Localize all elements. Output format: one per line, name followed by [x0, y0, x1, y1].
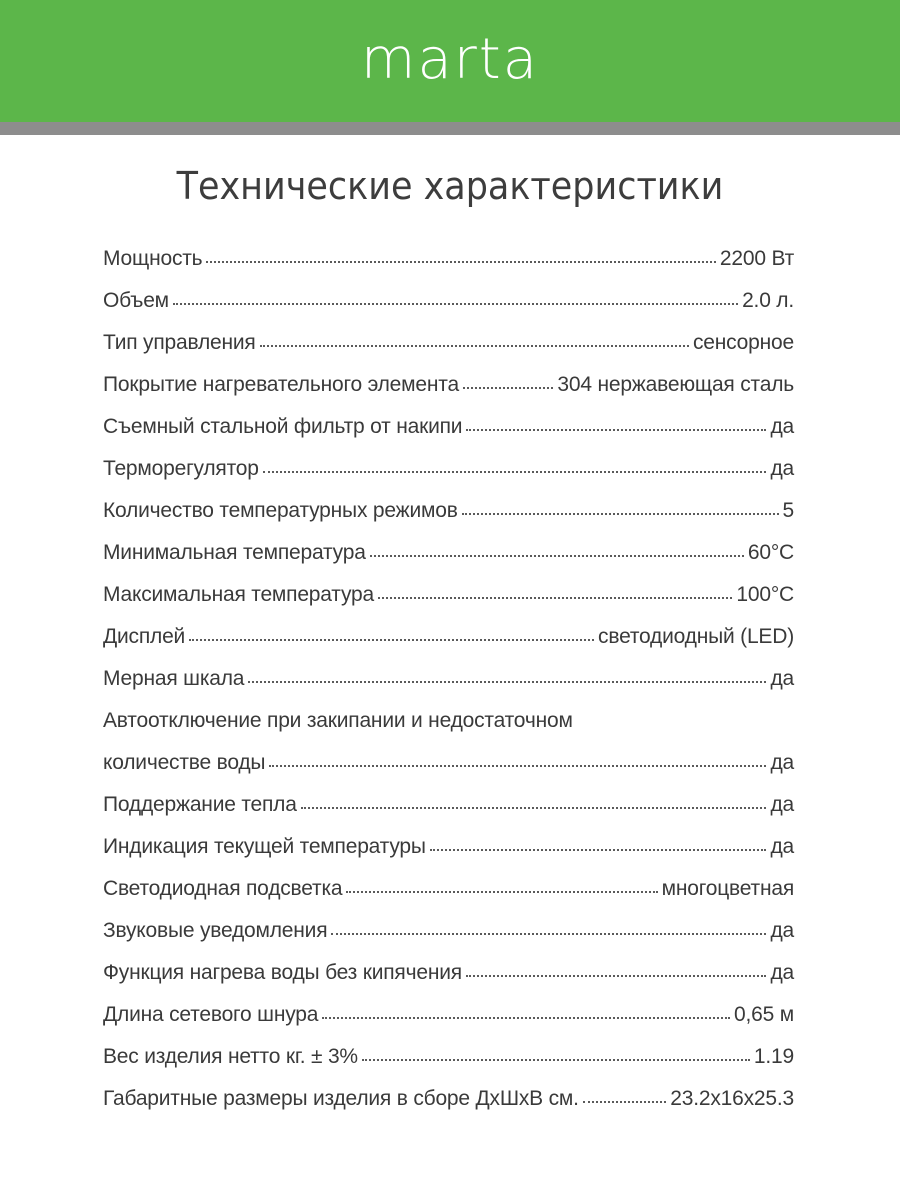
spec-label: Объем [103, 289, 169, 312]
spec-label: Максимальная температура [103, 583, 374, 606]
spec-value: 304 нержавеющая сталь [557, 373, 794, 396]
spec-label: Мощность [103, 247, 203, 270]
spec-row-display [103, 625, 794, 667]
spec-row-volume [103, 289, 794, 331]
spec-value: да [770, 793, 794, 816]
dot-leader [206, 261, 715, 263]
spec-label: Автоотключение при закипании и недостаточном [103, 709, 573, 732]
spec-value: 1.19 [753, 1045, 794, 1068]
spec-label: Длина сетевого шнура [103, 1003, 319, 1026]
spec-row-max-temp [103, 583, 794, 625]
spec-value: 2200 Вт [719, 247, 794, 270]
spec-row-auto-off-line1 [103, 709, 794, 751]
spec-value: многоцветная [661, 877, 794, 900]
brand-header [0, 0, 900, 122]
spec-value: 5 [782, 499, 794, 522]
spec-label: Терморегулятор [103, 457, 259, 480]
spec-row-min-temp [103, 541, 794, 583]
spec-row-heating-no-boil [103, 961, 794, 1003]
marta-logo: marta [360, 27, 540, 92]
spec-value: 23.2x16x25.3 [670, 1087, 794, 1110]
dot-leader [362, 1059, 750, 1061]
spec-value: да [770, 415, 794, 438]
dot-leader [173, 303, 738, 305]
spec-row-heating-element [103, 373, 794, 415]
spec-value: да [770, 835, 794, 858]
spec-label: Дисплей [103, 625, 186, 648]
spec-row-backlight [103, 877, 794, 919]
dot-leader [260, 345, 689, 347]
dot-leader [346, 891, 657, 893]
spec-row-dimensions [103, 1087, 794, 1129]
spec-label: количестве воды [103, 751, 266, 774]
dot-leader [463, 387, 553, 389]
spec-value: 2.0 л. [742, 289, 794, 312]
spec-row-control-type [103, 331, 794, 373]
spec-label: Мерная шкала [103, 667, 245, 690]
spec-value: да [770, 751, 794, 774]
spec-label: Вес изделия нетто кг. ± 3% [103, 1045, 358, 1068]
spec-value: 100°С [736, 583, 794, 606]
dot-leader [331, 933, 766, 935]
spec-label: Индикация текущей температуры [103, 835, 426, 858]
spec-list [103, 247, 794, 1129]
spec-label: Покрытие нагревательного элемента [103, 373, 459, 396]
spec-value: сенсорное [692, 331, 794, 354]
dot-leader [189, 639, 594, 641]
spec-label: Тип управления [103, 331, 256, 354]
spec-row-sound [103, 919, 794, 961]
page-title: Технические характеристики [176, 164, 724, 208]
spec-label: Светодиодная подсветка [103, 877, 343, 900]
dot-leader [269, 765, 766, 767]
header-stripe [0, 122, 900, 135]
spec-value: да [770, 457, 794, 480]
spec-value: светодиодный (LED) [598, 625, 794, 648]
spec-row-temperature-modes [103, 499, 794, 541]
spec-label: Функция нагрева воды без кипячения [103, 961, 462, 984]
spec-row-cord-length [103, 1003, 794, 1045]
spec-label: Поддержание тепла [103, 793, 297, 816]
dot-leader [466, 975, 767, 977]
dot-leader [583, 1101, 666, 1103]
spec-value: 0,65 м [734, 1003, 794, 1026]
spec-row-thermostat [103, 457, 794, 499]
spec-label: Габаритные размеры изделия в сборе ДхШхВ см. [103, 1087, 579, 1110]
spec-value: 60°С [747, 541, 794, 564]
spec-row-keep-warm [103, 793, 794, 835]
spec-label: Съемный стальной фильтр от накипи [103, 415, 463, 438]
spec-label: Минимальная температура [103, 541, 366, 564]
spec-value: да [770, 667, 794, 690]
spec-value: да [770, 919, 794, 942]
spec-row-scale [103, 667, 794, 709]
dot-leader [430, 849, 767, 851]
dot-leader [466, 429, 766, 431]
dot-leader [378, 597, 732, 599]
spec-row-power [103, 247, 794, 289]
spec-row-temp-indication [103, 835, 794, 877]
spec-label: Количество температурных режимов [103, 499, 458, 522]
spec-row-auto-off-line2 [103, 751, 794, 793]
dot-leader [301, 807, 767, 809]
spec-value: да [770, 961, 794, 984]
dot-leader [322, 1017, 730, 1019]
spec-row-weight [103, 1045, 794, 1087]
spec-row-filter [103, 415, 794, 457]
dot-leader [263, 471, 767, 473]
dot-leader [248, 681, 766, 683]
dot-leader [370, 555, 744, 557]
spec-label: Звуковые уведомления [103, 919, 328, 942]
dot-leader [462, 513, 779, 515]
